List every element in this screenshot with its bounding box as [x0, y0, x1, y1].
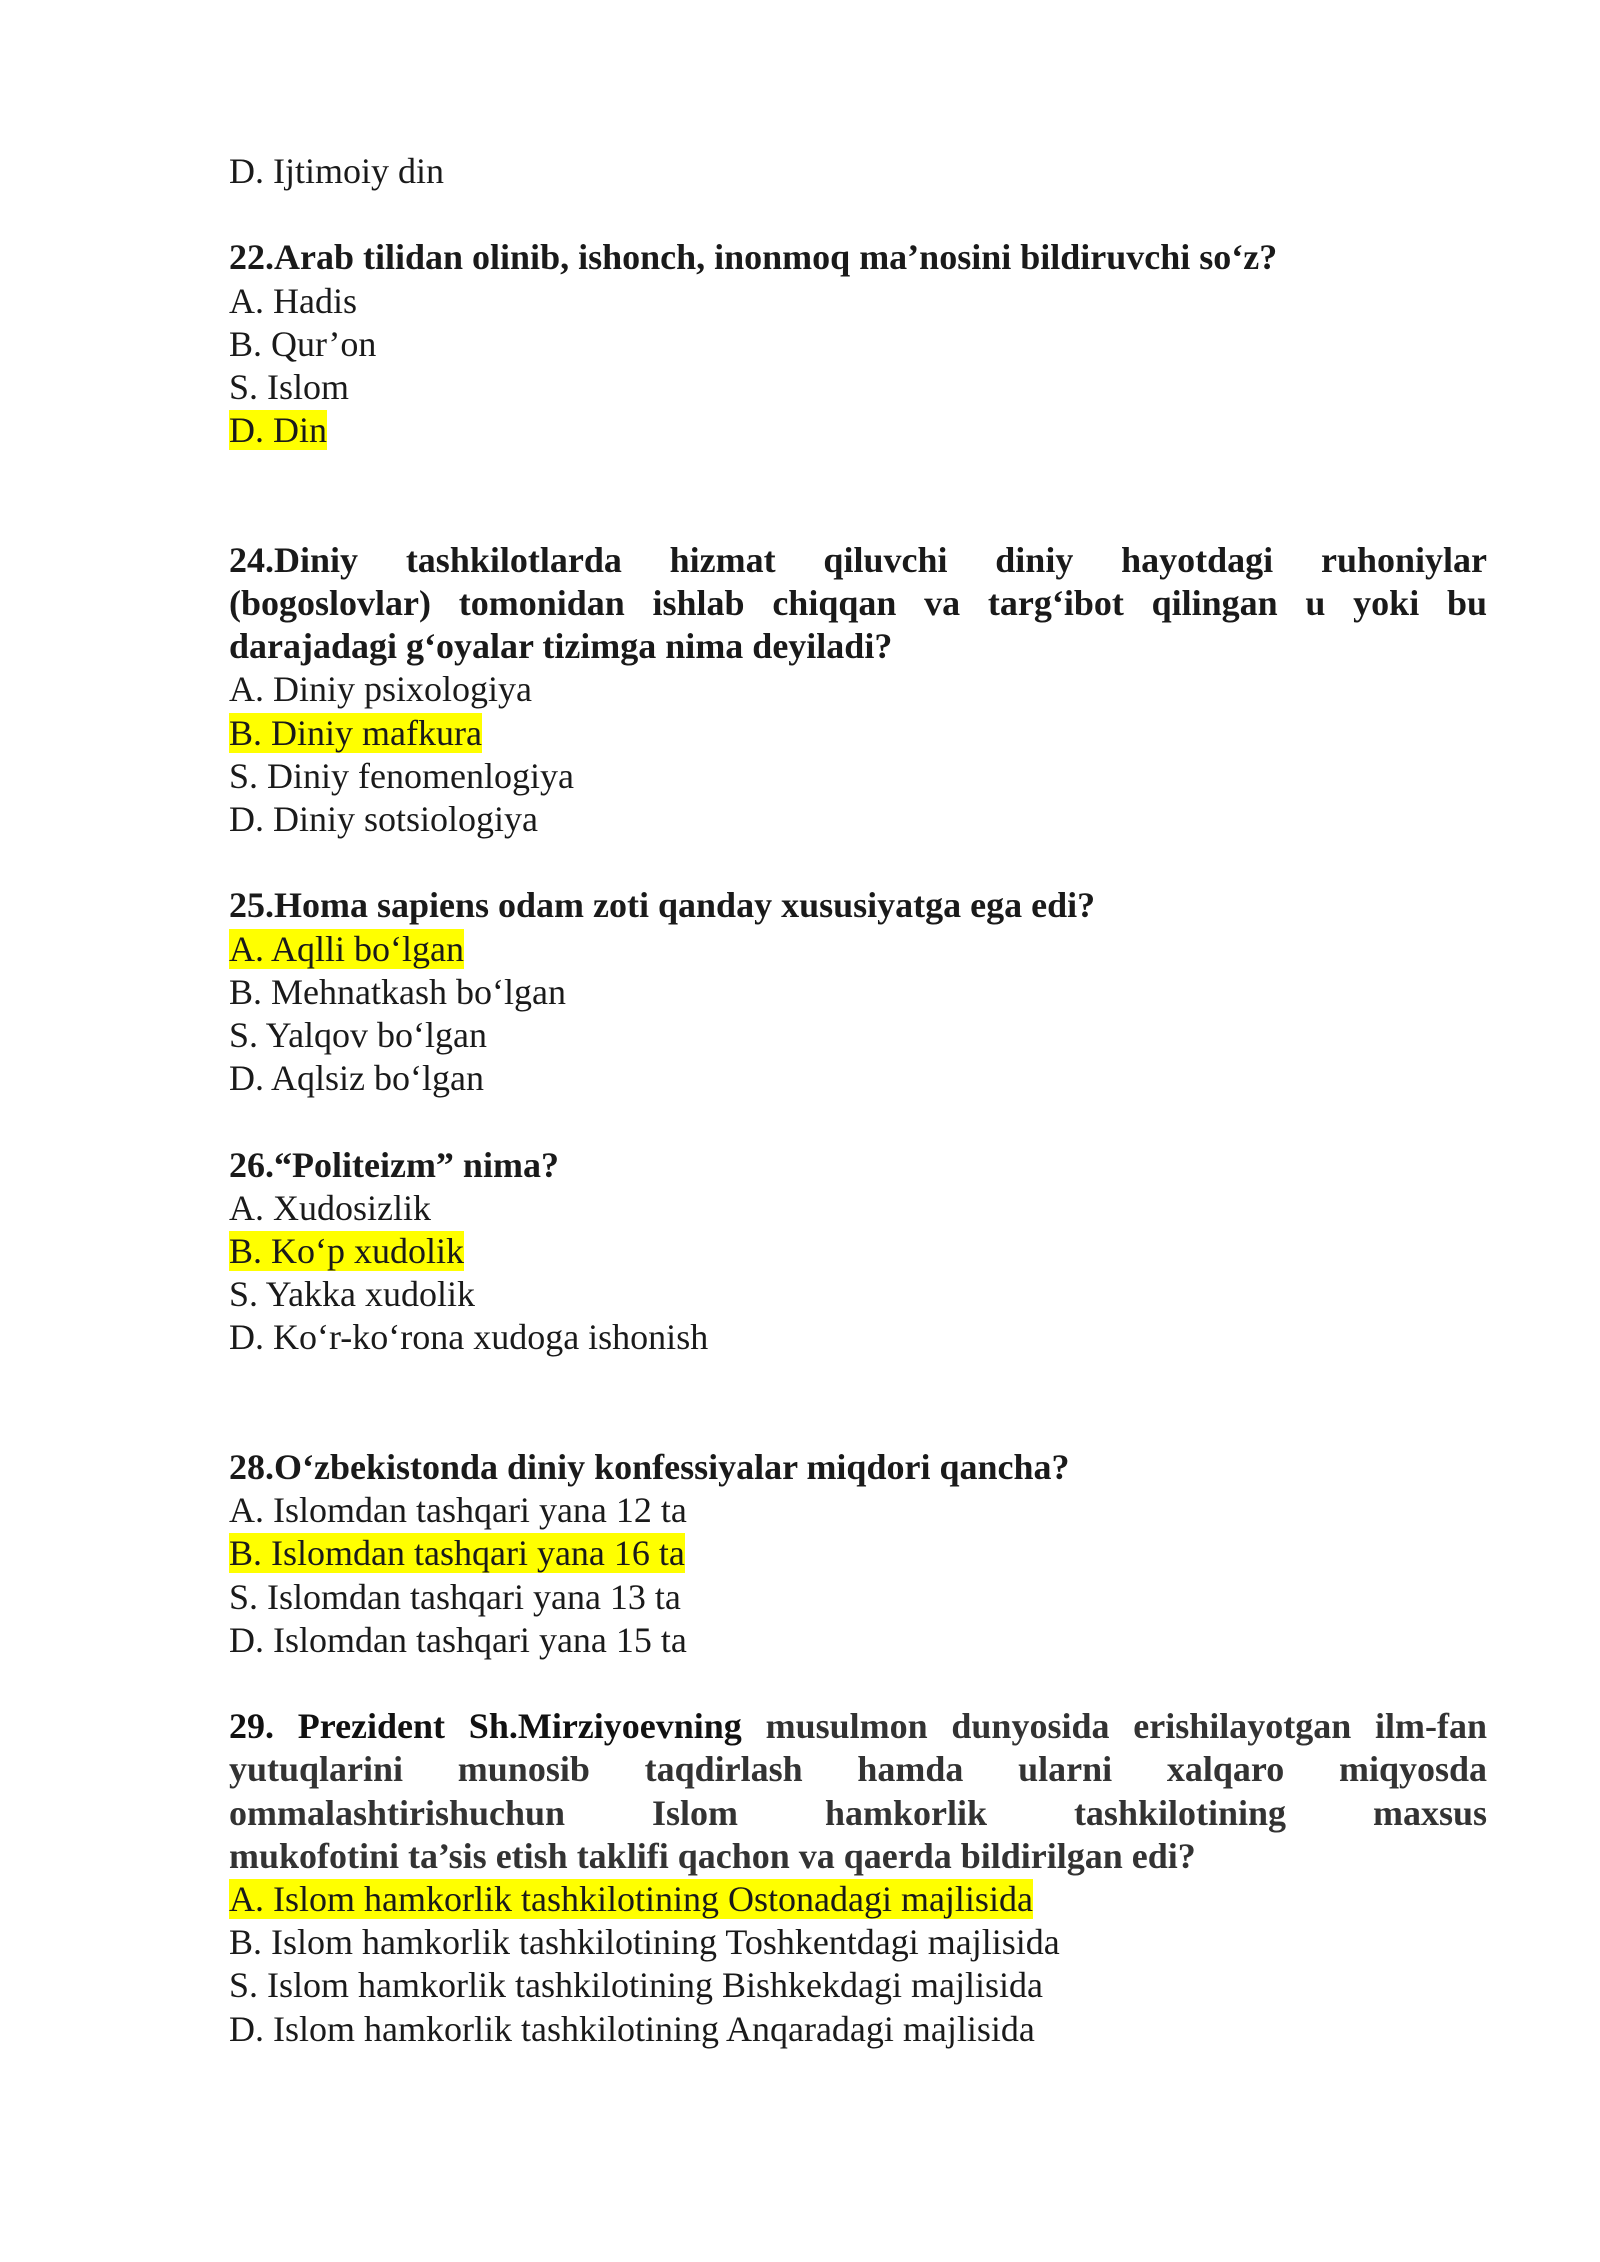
question-28: [229, 1446, 1487, 1662]
option-a-correct: A. Aqlli bo‘lgan: [229, 928, 464, 969]
question-26: [229, 1144, 1487, 1360]
previous-question-tail-option: D. Ijtimoiy din: [229, 151, 444, 191]
question-title-rest: musulmon dunyosida erishilayotgan ilm-fan: [765, 1706, 1487, 1747]
option-b: B. Islom hamkorlik tashkilotining Toshkentdagi majlisida: [229, 1922, 1060, 1963]
question-title: 28.O‘zbekistonda diniy konfessiyalar miqdori qancha?: [229, 1447, 1070, 1488]
option-d: D. Islomdan tashqari yana 15 ta: [229, 1619, 687, 1660]
question-24: [229, 539, 1487, 841]
question-title-line-2: yutuqlarini munosib taqdirlash hamda ularni xalqaro miqyosda: [229, 1749, 1487, 1790]
option-d: D. Islom hamkorlik tashkilotining Anqaradagi majlisida: [229, 2008, 1035, 2049]
option-a-correct: A. Islom hamkorlik tashkilotining Ostonadagi majlisida: [229, 1879, 1033, 1920]
question-25: [229, 884, 1487, 1100]
document-content: [229, 150, 1487, 2051]
question-title-line-3: darajadagi g‘oyalar tizimga nima deyiladi?: [229, 626, 893, 667]
question-title-line-2: (bogoslovlar) tomonidan ishlab chiqqan va targ‘ibot qilingan u yoki bu: [229, 583, 1487, 623]
question-title-line-1: 24.Diniy tashkilotlarda hizmat qiluvchi diniy hayotdagi ruhoniylar: [229, 539, 1487, 580]
question-22: [229, 236, 1487, 452]
question-title-bold-part: 29. Prezident Sh.Mirziyoevning: [229, 1706, 742, 1747]
question-title: 25.Homa sapiens odam zoti qanday xususiyatga ega edi?: [229, 885, 1096, 926]
option-d: D. Diniy sotsiologiya: [229, 799, 539, 840]
option-s: S. Islom: [229, 367, 350, 407]
question-title: 26.“Politeizm” nima?: [229, 1144, 559, 1185]
option-d: D. Aqlsiz bo‘lgan: [229, 1058, 484, 1099]
option-s: S. Islomdan tashqari yana 13 ta: [229, 1576, 681, 1617]
option-a: A. Diniy psixologiya: [229, 669, 532, 710]
option-a: A. Hadis: [229, 280, 357, 321]
question-29: [229, 1705, 1487, 2051]
question-title-line-4: mukofotini ta’sis etish taklifi qachon va qaerda bildirilgan edi?: [229, 1835, 1196, 1876]
option-b-correct: B. Islomdan tashqari yana 16 ta: [229, 1533, 685, 1574]
option-b: B. Mehnatkash bo‘lgan: [229, 971, 566, 1012]
question-title-line-3: ommalashtirishuchun Islom hamkorlik tashkilotining maxsus: [229, 1792, 1487, 1833]
question-title: 22.Arab tilidan olinib, ishonch, inonmoq ma’nosini bildiruvchi so‘z?: [229, 237, 1278, 278]
option-b-correct: B. Ko‘p xudolik: [229, 1231, 465, 1272]
option-s: S. Yalqov bo‘lgan: [229, 1015, 488, 1056]
option-d: D. Ko‘r-ko‘rona xudoga ishonish: [229, 1317, 709, 1358]
option-s: S. Yakka xudolik: [229, 1274, 476, 1315]
option-s: S. Islom hamkorlik tashkilotining Bishkekdagi majlisida: [229, 1965, 1043, 2006]
option-a: A. Islomdan tashqari yana 12 ta: [229, 1490, 687, 1531]
option-b-correct: B. Diniy mafkura: [229, 712, 482, 753]
option-d-correct: D. Din: [229, 410, 327, 451]
option-b: B. Qur’on: [229, 323, 377, 364]
question-title-line-1: [229, 1705, 1487, 1748]
option-s: S. Diniy fenomenlogiya: [229, 755, 574, 796]
option-a: A. Xudosizlik: [229, 1187, 431, 1228]
